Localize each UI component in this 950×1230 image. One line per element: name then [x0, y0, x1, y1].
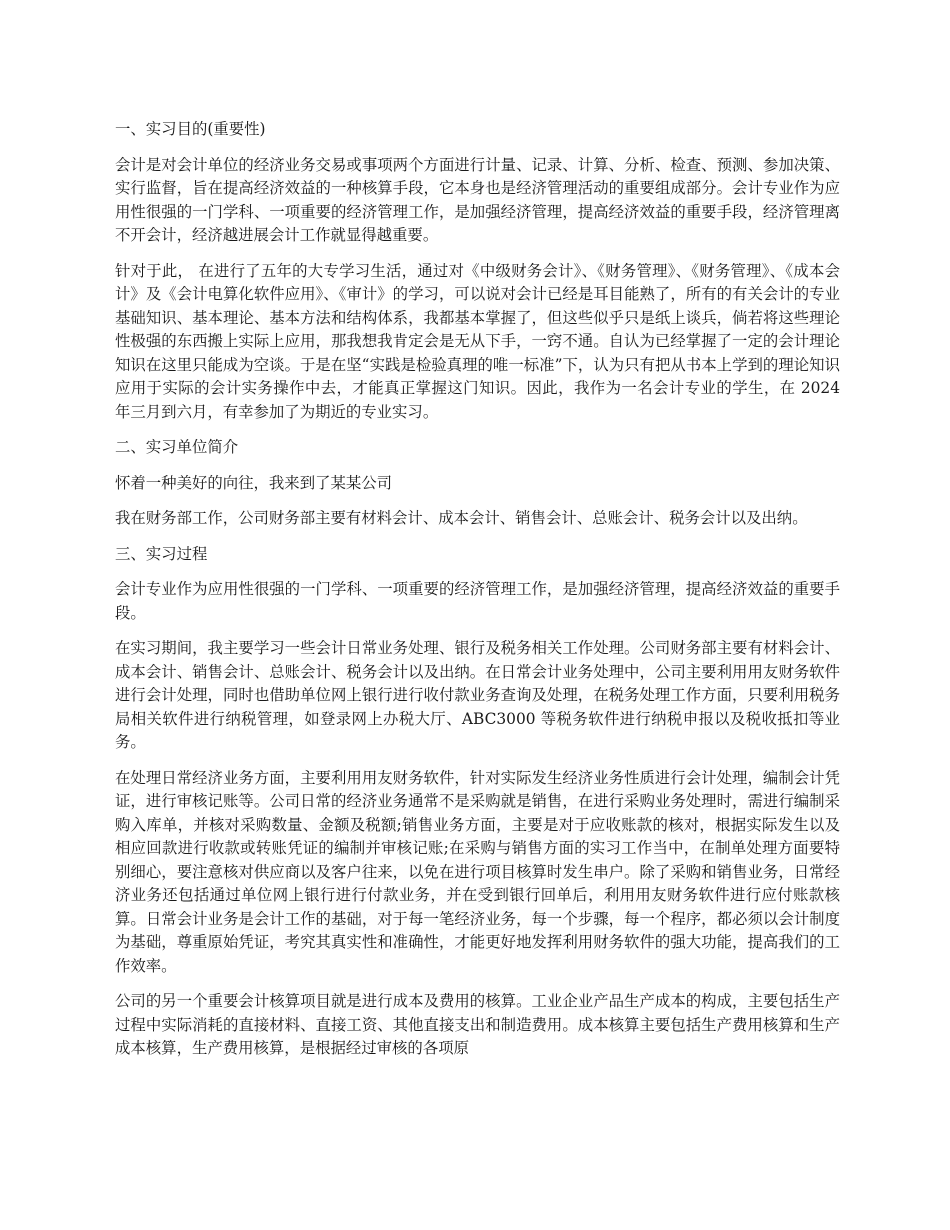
paragraph-arrival: 怀着一种美好的向往，我来到了某某公司	[115, 473, 393, 492]
paragraph-accounting-importance: 会计专业作为应用性很强的一门学科、一项重要的经济管理工作，是加强经济管理，提高经济效益的重要手段。	[115, 580, 840, 622]
paragraph-cost-accounting: 公司的另一个重要会计核算项目就是进行成本及费用的核算。工业企业产品生产成本的构成，主要包括生产过程中实际消耗的直接材料、直接工资、其他直接支出和制造费用。成本核算主要包括生产费用核算和生产成本核算，生产费用核算，是根据经过审核的各项原	[115, 992, 840, 1057]
paragraph-accounting-definition: 会计是对会计单位的经济业务交易或事项两个方面进行计量、记录、计算、分析、检查、预测、参加决策、实行监督，旨在提高经济效益的一种核算手段，它本身也是经济管理活动的重要组成部分。会计专业作为应用性很强的一门学科、一项重要的经济管理工作，是加强经济管理，提高经济效益的重要手段，经济管理离不开会计，经济越进展会计工作就显得越重要。	[115, 155, 840, 244]
section-heading-unit-intro: 二、实习单位简介	[115, 438, 239, 456]
paragraph-finance-department: 我在财务部工作，公司财务部主要有材料会计、成本会计、销售会计、总账会计、税务会计以及出纳。	[115, 509, 808, 527]
section-heading-process: 三、实习过程	[115, 544, 208, 563]
paragraph-internship-duties: 在实习期间，我主要学习一些会计日常业务处理、银行及税务相关工作处理。公司财务部主要有材料会计、成本会计、销售会计、总账会计、税务会计以及出纳。在日常会计业务处理中，公司主要利用用友财务软件进行会计处理，同时也借助单位网上银行进行收付款业务查询及处理，在税务处理工作方面，只要利用税务局相关软件进行纳税管理，如登录网上办税大厅、ABC3000 等税务软件进行纳税申报以及税收抵扣等业务。	[115, 639, 840, 751]
paragraph-study-background: 针对于此， 在进行了五年的大专学习生活，通过对《中级财务会计》、《财务管理》、《财务管理》、《成本会计》及《会计电算化软件应用》、《审计》的学习，可以说对会计已经是耳目能熟了，所有的有关会计的专业基础知识、基本理论、基本方法和结构体系，我都基本掌握了，但这些似乎只是纸上谈兵，倘若将这些理论性极强的东西搬上实际上应用，那我想我肯定会是无从下手，一窍不通。自认为已经掌握了一定的会计理论知识在这里只能成为空谈。于是在坚“实践是检验真理的唯一标准”下，认为只有把从书本上学到的理论知识应用于实际的会计实务操作中去，才能真正掌握这门知识。因此，我作为一名会计专业的学生，在 2024 年三月到六月，有幸参加了为期近的专业实习。	[115, 261, 840, 421]
paragraph-daily-business: 在处理日常经济业务方面，主要利用用友财务软件，针对实际发生经济业务性质进行会计处理，编制会计凭证，进行审核记账等。公司日常的经济业务通常不是采购就是销售，在进行采购业务处理时，需进行编制采购入库单，并核对采购数量、金额及税额;销售业务方面，主要是对于应收账款的核对，根据实际发生以及相应回款进行收款或转账凭证的编制并审核记账;在采购与销售方面的实习工作当中，在制单处理方面要特别细心，要注意核对供应商以及客户往来，以免在进行项目核算时发生串户。除了采购和销售业务，日常经济业务还包括通过单位网上银行进行付款业务，并在受到银行回单后，利用用友财务软件进行应付账款核算。日常会计业务是会计工作的基础，对于每一笔经济业务，每一个步骤，每一个程序，都必须以会计制度为基础，尊重原始凭证，考究其真实性和准确性，才能更好地发挥利用财务软件的强大功能，提高我们的工作效率。	[115, 768, 840, 975]
document-page	[115, 118, 840, 1073]
section-heading-purpose: 一、实习目的(重要性)	[115, 120, 266, 138]
